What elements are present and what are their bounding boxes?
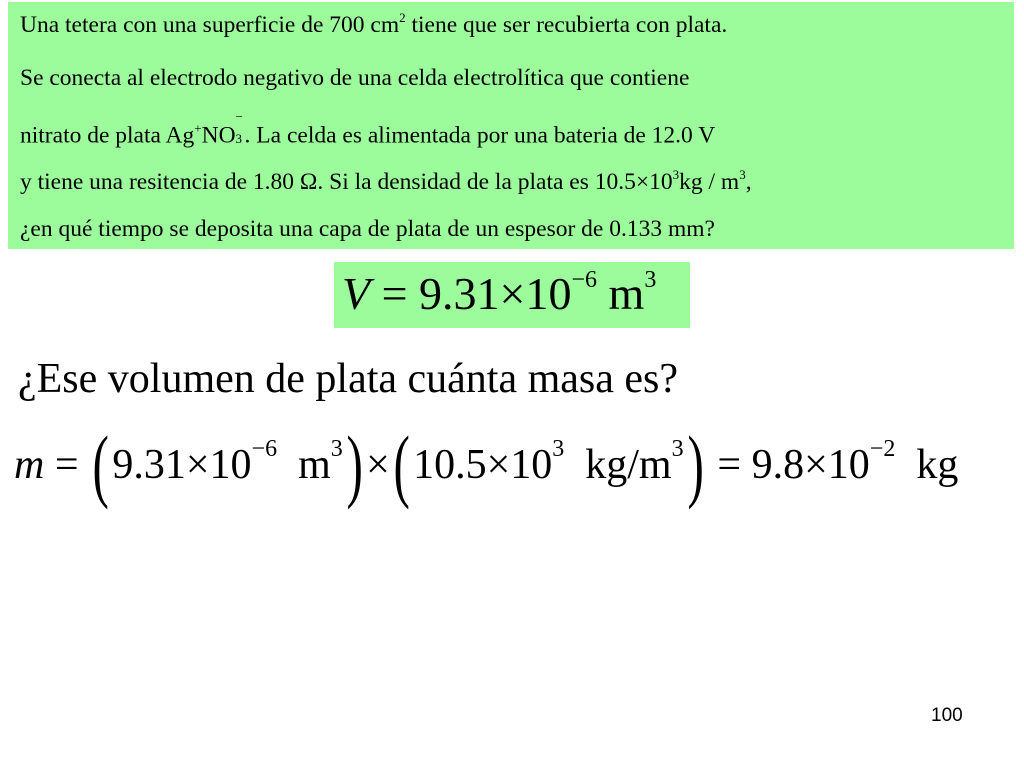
superscript: −6 — [571, 267, 598, 293]
variable-m: m — [14, 442, 45, 488]
term-volume — [112, 436, 343, 488]
close-paren: ) — [346, 419, 363, 510]
times: × — [366, 442, 390, 488]
problem-line-2: Se conecta al electrodo negativo de una celda electrolítica que contiene — [20, 65, 690, 91]
volume-equation — [342, 267, 657, 319]
unit: m — [597, 268, 645, 319]
superscript: −2 — [869, 436, 896, 462]
term-density — [413, 436, 684, 488]
text: Una tetera con una superficie de 700 cm — [20, 12, 400, 38]
superscript: 3 — [672, 167, 680, 182]
superscript: 2 — [399, 10, 406, 25]
ion-stack — [235, 109, 245, 146]
superscript: 3 — [552, 436, 565, 462]
close-paren: ) — [687, 419, 704, 510]
text: nitrato de plata Ag — [20, 122, 195, 149]
text: = 9.31×10 — [370, 268, 572, 319]
open-paren: ( — [92, 419, 109, 510]
unit: m — [277, 442, 331, 488]
volume-result-box — [334, 262, 690, 328]
problem-line-3 — [20, 109, 716, 149]
variable-v: V — [342, 268, 371, 319]
superscript: −6 — [251, 436, 278, 462]
text: = 9.8×10 — [706, 442, 870, 488]
text: 9.31×10 — [112, 442, 252, 488]
superscript: 3 — [644, 267, 657, 293]
subscript: 3 — [235, 131, 243, 146]
ion-charge: + — [194, 120, 202, 136]
superscript: 3 — [739, 167, 746, 182]
mass-result — [706, 436, 959, 488]
equals: = — [44, 442, 90, 488]
problem-statement-box — [8, 2, 1014, 249]
mass-equation — [14, 419, 959, 510]
text: tiene que ser recubierta con plata. — [405, 12, 728, 38]
unit: kg — [895, 442, 959, 488]
text: 10.5×10 — [413, 442, 553, 488]
open-paren: ( — [393, 419, 410, 510]
nitrate-formula: NO — [201, 122, 236, 149]
superscript: 3 — [330, 436, 343, 462]
problem-line-5: ¿en qué tiempo se deposita una capa de plata de un espesor de 0.133 mm? — [20, 216, 715, 242]
ion-charge: − — [235, 109, 243, 124]
text: kg / m — [679, 169, 740, 195]
superscript: 3 — [671, 436, 684, 462]
text: . La celda es alimentada por una bateria de 12.0 V — [244, 122, 716, 149]
text: y tiene una resitencia de 1.80 Ω. Si la densidad de la plata es 10.5×10 — [20, 169, 673, 195]
problem-line-1 — [20, 10, 728, 38]
slide-number: 100 — [931, 705, 963, 726]
problem-line-4 — [20, 167, 752, 195]
text: , — [745, 169, 752, 195]
mass-question: ¿Ese volumen de plata cuánta masa es? — [18, 356, 679, 402]
unit: kg/m — [564, 442, 672, 488]
